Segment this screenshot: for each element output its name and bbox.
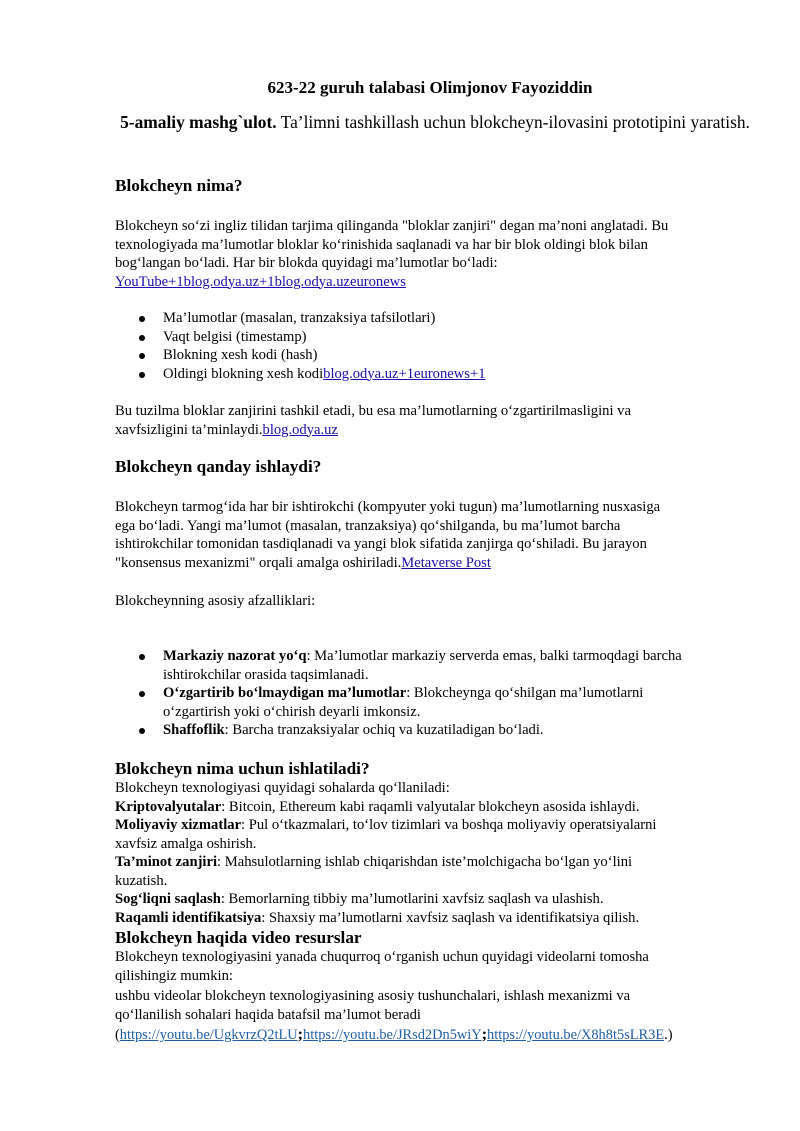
paragraph-line: "konsensus mexanizmi" orqali amalga oshiriladi.Metaverse Post xyxy=(115,554,491,571)
bullet-icon xyxy=(139,691,145,697)
paragraph-line: qo‘llanilish sohalari haqida batafsil ma’lumot beradi xyxy=(115,1006,421,1023)
list-item: Vaqt belgisi (timestamp) xyxy=(163,328,307,345)
usage-item: Kriptovalyutalar: Bitcoin, Ethereum kabi raqamli valyutalar blokcheyn asosida ishlaydi. xyxy=(115,798,640,815)
paragraph-line: Blokcheyn tarmog‘ida har bir ishtirokchi (kompyuter yoki tugun) ma’lumotlarning nusxasiga xyxy=(115,499,661,515)
bullet-icon xyxy=(139,372,145,378)
paragraph-line: Blokcheynning asosiy afzalliklari: xyxy=(115,593,316,609)
usage-item: Moliyaviy xizmatlar: Pul o‘tkazmalari, to‘lov tizimlari va boshqa moliyaviy operatsiyalarni xyxy=(115,817,657,833)
paragraph-line: Bu tuzilma bloklar zanjirini tashkil etadi, bu esa ma’lumotlarning o‘zgartirilmasligini va xyxy=(115,403,631,419)
list-item: Shaffoflik: Barcha tranzaksiyalar ochiq va kuzatiladigan bo‘ladi. xyxy=(163,722,544,738)
bullet-icon xyxy=(139,353,145,359)
bullet-icon xyxy=(139,335,145,341)
usage-item: Raqamli identifikatsiya: Shaxsiy ma’lumotlarni xavfsiz saqlash va identifikatsiya qilish. xyxy=(115,909,640,926)
paragraph-line: bog‘langan bo‘ladi. Har bir blokda quyidagi ma’lumotlar bo‘ladi: xyxy=(115,255,498,271)
source-link[interactable]: YouTube+1blog.odya.uz+1blog.odya.uzeuronews xyxy=(115,273,406,290)
paragraph-line: ushbu videolar blokcheyn texnologiyasining asosiy tushunchalari, ishlash mexanizmi va xyxy=(115,988,631,1004)
document-title: 623-22 guruh talabasi Olimjonov Fayoziddin xyxy=(267,78,593,97)
list-item-continuation: ishtirokchilar orasida taqsimlanadi. xyxy=(163,666,369,683)
section-heading-videos: Blokcheyn haqida video resurslar xyxy=(115,928,362,947)
list-item: Markaziy nazorat yo‘q: Ma’lumotlar markaziy serverda emas, balki tarmoqdagi barcha xyxy=(163,648,682,664)
paragraph-line: Blokcheyn texnologiyasini yanada chuqurroq o‘rganish uchun quyidagi videolarni tomosha xyxy=(115,949,649,965)
paragraph-line: Blokcheyn texnologiyasi quyidagi sohalarda qo‘llaniladi: xyxy=(115,780,450,796)
section-heading-how: Blokcheyn qanday ishlaydi? xyxy=(115,457,322,476)
subtitle-text: Ta’limni tashkillash uchun blokcheyn-ilovasini prototipini yaratish. xyxy=(276,112,750,132)
paragraph-line: qilishingiz mumkin: xyxy=(115,967,233,984)
bullet-icon xyxy=(139,316,145,322)
usage-item: Ta’minot zanjiri: Mahsulotlarning ishlab chiqarishdan iste’molchigacha bo‘lgan yo‘lini xyxy=(115,854,633,870)
section-heading-what: Blokcheyn nima? xyxy=(115,176,243,195)
list-item: O‘zgartirib bo‘lmaydigan ma’lumotlar: Blokcheynga qo‘shilgan ma’lumotlarni xyxy=(163,685,644,701)
list-item-continuation: o‘zgartirish yoki o‘chirish deyarli imkonsiz. xyxy=(163,703,421,720)
subtitle-bold: 5-amaliy mashg`ulot. xyxy=(120,112,277,132)
list-item: Blokning xesh kodi (hash) xyxy=(163,347,318,363)
usage-item-continuation: kuzatish. xyxy=(115,872,168,889)
paragraph-line: ega bo‘ladi. Yangi ma’lumot (masalan, tranzaksiya) qo‘shilganda, bu ma’lumot barcha xyxy=(115,517,621,534)
bullet-icon xyxy=(139,654,145,660)
list-item: Oldingi blokning xesh kodiblog.odya.uz+1euronews+1 xyxy=(163,365,486,382)
video-link-3[interactable]: https://youtu.be/X8h8t5sLR3E xyxy=(487,1027,665,1043)
usage-item-continuation: xavfsiz amalga oshirish. xyxy=(115,835,257,852)
source-link[interactable]: Metaverse Post xyxy=(401,554,491,571)
paragraph-line: xavfsizligini ta’minlaydi.blog.odya.uz xyxy=(115,421,338,438)
source-link[interactable]: blog.odya.uz+1euronews+1 xyxy=(323,365,486,382)
document-subtitle xyxy=(115,110,755,134)
usage-item: Sog‘liqni saqlash: Bemorlarning tibbiy ma’lumotlarini xavfsiz saqlash va ulashish. xyxy=(115,891,604,907)
video-link-2[interactable]: https://youtu.be/JRsd2Dn5wiY xyxy=(303,1027,482,1043)
paragraph-line: texnologiyada ma’lumotlar bloklar ko‘rinishida saqlanadi va har bir blok oldingi blok bilan xyxy=(115,236,648,253)
section-heading-why: Blokcheyn nima uchun ishlatiladi? xyxy=(115,759,370,778)
list-item: Ma’lumotlar (masalan, tranzaksiya tafsilotlari) xyxy=(163,310,436,326)
paragraph-line: ishtirokchilar tomonidan tasdiqlanadi va yangi blok sifatida zanjirga qo‘shiladi. Bu jarayon xyxy=(115,536,647,552)
source-link[interactable]: blog.odya.uz xyxy=(262,421,338,438)
video-links-line: (https://youtu.be/UgkvrzQ2tLU;https://youtu.be/JRsd2Dn5wiY;https://youtu.be/X8h8t5sLR3E.) xyxy=(115,1026,673,1043)
video-link-1[interactable]: https://youtu.be/UgkvrzQ2tLU xyxy=(119,1027,298,1043)
paragraph-line: Blokcheyn so‘zi ingliz tilidan tarjima qilinganda "bloklar zanjiri" degan ma’noni anglatadi. Bu xyxy=(115,218,669,234)
bullet-icon xyxy=(139,728,145,734)
